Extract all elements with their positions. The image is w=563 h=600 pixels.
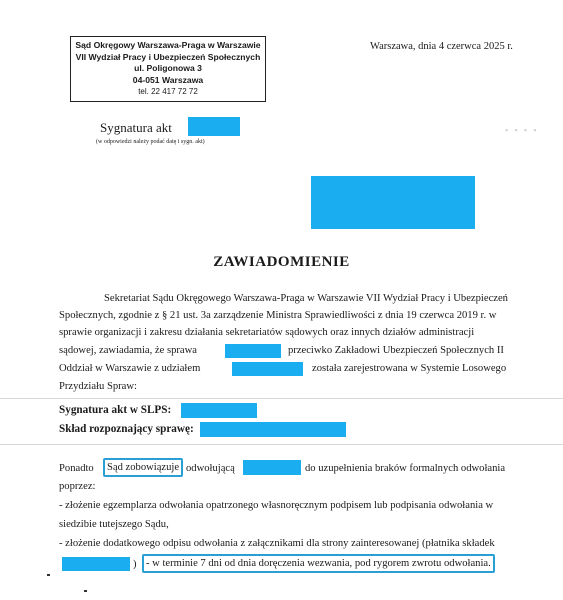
scan-dot [47,574,50,576]
scan-line-top [0,398,563,399]
place-date: Warszawa, dnia 4 czerwca 2025 r. [370,41,513,52]
paragraph2-line1c: do uzupełnienia braków formalnych odwołania [305,463,506,474]
paragraph2-line1b: odwołującą [186,463,235,474]
redaction-panel [200,422,346,437]
paragraph2-line1a: Ponadto [59,463,94,474]
paragraph1-line5a: Oddział w Warszawie z udziałem [59,363,201,374]
redaction-recipient-block [311,176,475,229]
paragraph2-line4: siedzibie tutejszego Sądu, [59,519,169,530]
court-street-line: ul. Poligonowa 3 [134,63,202,73]
paragraph2-line6a: ) [133,559,137,570]
redaction-participant [232,362,303,376]
paragraph1-line4b: przeciwko Zakładowi Ubezpieczeń Społecznych II [288,345,504,356]
paragraph1-line3: sprawie organizacji i zakresu działania sekretariatów sądowych oraz innych działów administracji [59,327,475,338]
court-postal-line: 04-051 Warszawa [132,74,204,85]
panel-label: Skład rozpoznający sprawę: [59,423,194,435]
court-department-line: VII Wydział Pracy i Ubezpieczeń Społecznych [75,51,261,62]
court-address-box [70,36,266,102]
paragraph1-line1: Sekretariat Sądu Okręgowego Warszawa-Praga w Warszawie VII Wydział Pracy i Ubezpieczeń [104,293,508,304]
paragraph1-line2: Społecznych, zgodnie z § 21 ust. 3a zarządzenie Ministra Sprawiedliwości z dnia 19 czerwca 2019 r. w [59,310,497,321]
redaction-appellant [243,460,301,475]
highlight-deadline: - w terminie 7 dni od dnia doręczenia wezwania, pod rygorem zwrotu odwołania. [142,554,495,573]
highlight-court-obliges: Sąd zobowiązuje [103,458,183,477]
paragraph1-line6: Przydziału Spraw: [59,381,137,392]
redaction-case-number [225,344,281,358]
paragraph2-line3: - złożenie egzemplarza odwołania opatrzonego własnoręcznym podpisem lub podpisania odwołania w [59,500,494,511]
redaction-slps [181,403,257,418]
paragraph1-line5b: została zarejestrowana w Systemie Losowego [312,363,507,374]
faint-stamp-mark: ▪ ▪ ▪ ▪ [505,125,539,135]
scan-dot [84,590,87,592]
signature-label: Sygnatura akt [100,120,172,135]
document-title: ZAWIADOMIENIE [213,254,350,270]
paragraph2-line5: - złożenie dodatkowego odpisu odwołania z załącznikami dla strony zainteresowanej (płatnika składek [59,538,495,549]
paragraph2-line2: poprzez: [59,481,96,492]
slps-label: Sygnatura akt w SLPS: [59,404,172,416]
court-name-line: Sąd Okręgowy Warszawa-Praga w Warszawie [75,40,261,50]
paragraph1-line4a: sądowej, zawiadamia, że sprawa [59,345,197,356]
redaction-payer [62,557,130,571]
signature-note: (w odpowiedzi należy podać datę i sygn. akt) [96,139,205,145]
redaction-signature [188,117,240,136]
court-phone: tel. 22 417 72 72 [138,87,198,96]
scan-line-mid [0,444,563,445]
